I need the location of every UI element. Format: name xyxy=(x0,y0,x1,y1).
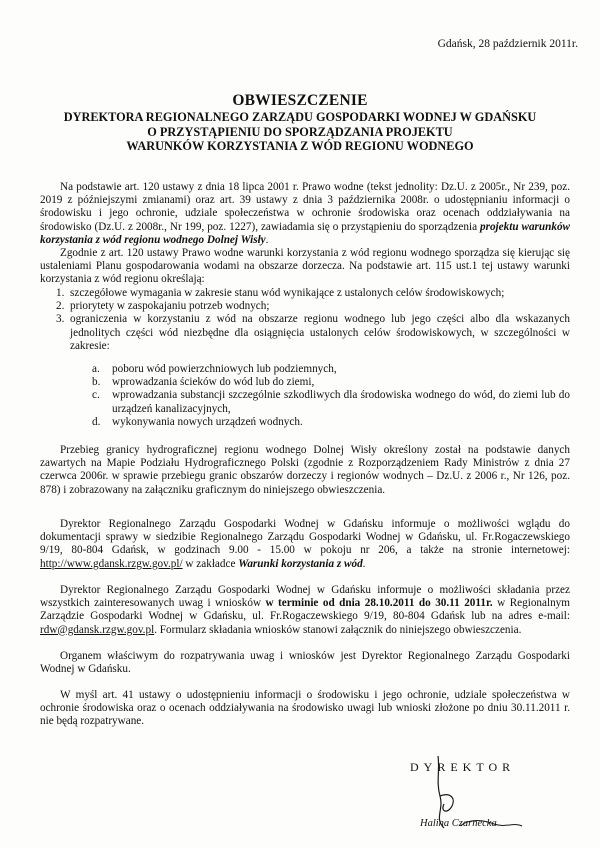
list-item xyxy=(40,313,570,353)
scope-sublist xyxy=(40,363,570,429)
paragraph-comments-submission xyxy=(40,584,570,637)
conditions-list xyxy=(40,287,570,353)
paragraph-end: . xyxy=(265,233,269,246)
sublist-item xyxy=(40,416,570,429)
sublist-letter: c. xyxy=(92,389,100,402)
list-item xyxy=(40,300,570,313)
paragraph-text: Na podstawie art. 120 ustawy z dnia 18 lipca 2001 r. Prawo wodne (tekst jednolity: Dz.U. z 2005r., Nr 239, poz. 2019 z późniejszymi zmianami) oraz art. 39 ustawy z dnia 3 października 2008r. o udostępnianiu informacji o środowisku i jego ochronie, udziale społeczeństwa w ochronie środowiska oraz ocenach oddziaływania na środowisko (Dz.U. z 2008r., Nr 199, poz. 1227), zawiadamia się o przystąpieniu do sporządzenia xyxy=(40,181,570,233)
tab-name-emphasis: Warunki korzystania z wód xyxy=(238,557,363,570)
sublist-item xyxy=(40,389,570,415)
subtitle-line-2: O PRZYSTĄPIENIU DO SPORZĄDZANIA PROJEKTU xyxy=(147,124,453,139)
website-link[interactable]: http://www.gdansk.rzgw.gov.pl/ xyxy=(40,557,183,570)
paragraph-conditions: Zgodnie z art. 120 ustawy Prawo wodne warunki korzystania z wód regionu wodnego sporządza się kierując się ustaleniami Planu gospodarowania wodami na obszarze dorzecza. Na podstawie art. 115 ust.1 tej ustawy warunki korzystania z wód regionu określają: xyxy=(40,247,570,286)
dateline: Gdańsk, 28 październik 2011r. xyxy=(437,38,578,50)
paragraph-late-submissions: W myśl art. 41 ustawy o udostępnieniu informacji o środowisku i jego ochronie, udziale społeczeństwa w ochronie środowiska oraz o ocenach oddziaływania na środowisko uwagi lub wnioski złożone po dniu 30.11.2011 r. nie będą rozpatrywane. xyxy=(40,689,570,728)
sublist-letter: a. xyxy=(92,363,100,375)
list-item-text: ograniczenia w korzystaniu z wód na obszarze regionu wodnego lub jego części albo dla wskazanych jednolitych części wód niezbędne dla osiągnięcia ustalonych celów środowiskowych, w szczególności w zakresie: xyxy=(70,313,570,352)
project-title-emphasis: projektu warunków korzystania z wód regionu wodnego Dolnej Wisły xyxy=(40,220,570,246)
signature-block xyxy=(410,752,580,842)
sublist-item xyxy=(40,363,570,376)
list-number: 1. xyxy=(56,287,65,299)
sublist-item-text: wykonywania nowych urządzeń wodnych. xyxy=(112,415,303,428)
sublist-item-text: wprowadzania ścieków do wód lub do ziemi, xyxy=(112,376,315,389)
document-subtitle xyxy=(0,110,600,154)
paragraph-document-access xyxy=(40,518,570,571)
document-title: OBWIESZCZENIE xyxy=(232,92,368,109)
list-number: 2. xyxy=(56,300,65,313)
signatory-name: Halina Czarnecka xyxy=(420,818,497,829)
list-item-text: priorytety w zaspokajaniu potrzeb wodnych; xyxy=(70,300,270,313)
deadline-emphasis: w terminie od dnia 28.10.2011 do 30.11 2011r. xyxy=(265,597,493,610)
paragraph-legal-basis xyxy=(40,181,570,247)
signature-role: DYREKTOR xyxy=(410,760,516,774)
subtitle-line-1: DYREKTORA REGIONALNEGO ZARZĄDU GOSPODARKI WODNEJ W GDAŃSKU xyxy=(63,110,537,124)
list-number: 3. xyxy=(56,313,65,326)
paragraph-boundary: Przebieg granicy hydrograficznej regionu wodnego Dolnej Wisły określony został na podstawie danych zawartych na Mapie Podziału Hydrograficznego Polski (zgodnie z Rozporządzeniem Rady Ministrów z dnia 27 czerwca 2006r. w sprawie przebiegu granic obszarów dorzeczy i regionów wodnych – Dz.U. z 2006 r., Nr 126, poz. 878) i zobrazowany na załączniku graficznym do niniejszego obwieszczenia. xyxy=(40,444,570,496)
sublist-item xyxy=(40,376,570,389)
sublist-letter: b. xyxy=(92,376,101,389)
paragraph-competent-authority: Organem właściwym do rozpatrywania uwag i wniosków jest Dyrektor Regionalnego Zarządu Gospodarki Wodnej w Gdańsku. xyxy=(40,650,570,676)
subtitle-line-3: WARUNKÓW KORZYSTANIA Z WÓD REGIONU WODNEGO xyxy=(126,139,474,153)
sublist-item-text: poboru wód powierzchniowych lub podziemnych, xyxy=(112,363,337,375)
paragraph-end: . xyxy=(362,557,366,570)
sublist-item-text: wprowadzania substancji szczególnie szkodliwych dla środowiska wodnego do wód, do ziemi lub do urządzeń kanalizacyjnych, xyxy=(112,389,570,415)
sublist-letter: d. xyxy=(92,415,101,428)
paragraph-text: w zakładce xyxy=(182,557,239,570)
email-link[interactable]: rdw@gdansk.rzgw.gov.pl xyxy=(40,623,155,636)
paragraph-end: . Formularz składania wniosków stanowi załącznik do niniejszego obwieszczenia. xyxy=(154,623,522,636)
list-item-text: szczegółowe wymagania w zakresie stanu wód wynikające z ustalonych celów środowiskowych; xyxy=(70,287,505,299)
paragraph-text: Dyrektor Regionalnego Zarządu Gospodarki Wodnej w Gdańsku informuje o możliwości składania przez wszystkich zainteresowanych uwag i wniosków xyxy=(40,584,570,610)
paragraph-text: Dyrektor Regionalnego Zarządu Gospodarki Wodnej w Gdańsku informuje o możliwości wglądu do dokumentacji sprawy w siedzibie Regionalnego Zarządu Gospodarki Wodnej w Gdańsku, ul. Fr.Rogaczewskiego 9/19, 80-804 Gdańsk, w godzinach 9.00 - 15.00 w pokoju nr 206, a także na stronie internetowej: xyxy=(40,518,570,557)
list-item xyxy=(40,287,570,300)
paragraph-text: w Regionalnym Zarządzie Gospodarki Wodnej w Gdańsku, ul. Fr.Rogaczewskiego 9/19, 80-804 Gdańsk lub na adres e-mail: xyxy=(40,597,570,623)
